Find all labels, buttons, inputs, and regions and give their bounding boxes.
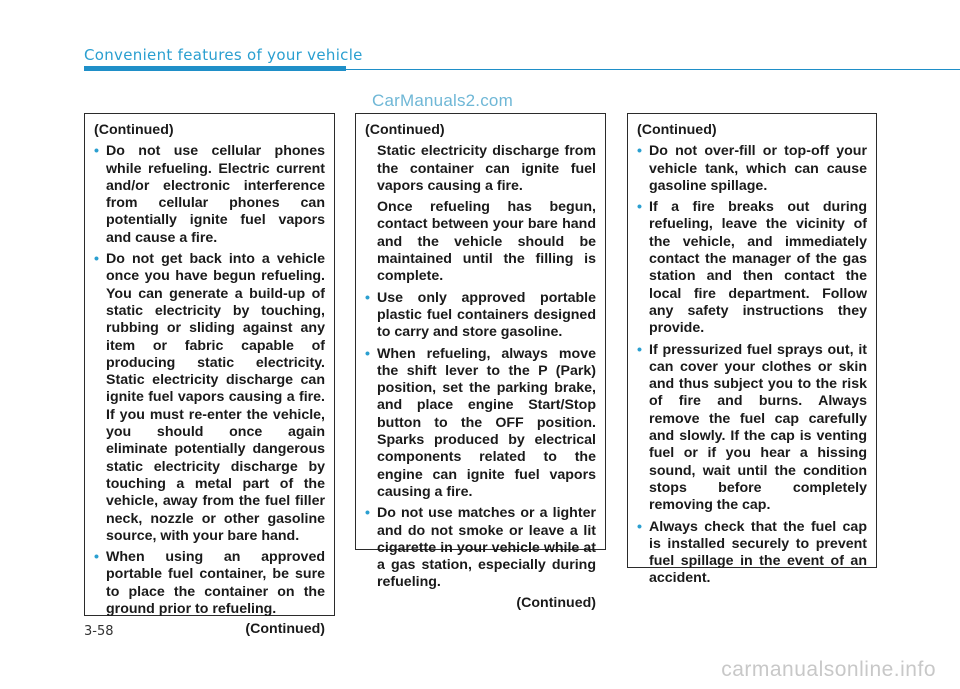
watermark-footer: carmanualsonline.info — [721, 658, 936, 681]
header-rule-thin — [346, 69, 960, 70]
bullet-item — [94, 549, 325, 618]
bullet-icon: • — [637, 199, 642, 216]
bullet-text: Use only approved portable plastic fuel containers designed to carry and store gasoline. — [377, 289, 596, 341]
bullet-icon: • — [94, 251, 99, 268]
bullet-icon: • — [637, 143, 642, 160]
bullet-icon: • — [365, 345, 370, 362]
bullet-icon: • — [94, 143, 99, 160]
header-rule-thick — [84, 66, 346, 71]
bullet-item — [365, 290, 596, 342]
bullet-item — [637, 143, 867, 195]
bullet-icon: • — [365, 505, 370, 522]
continued-label-top: (Continued) — [94, 122, 174, 138]
section-title: Convenient features of your vehicle — [84, 46, 363, 64]
bullet-icon: • — [637, 518, 642, 535]
continued-label-bottom: (Continued) — [245, 621, 325, 638]
continued-label-top: (Continued) — [637, 122, 717, 138]
continued-label-bottom: (Continued) — [516, 594, 596, 611]
bullet-item — [94, 251, 325, 545]
bullet-text: Do not over-fill or top-off your vehicle tank, which can cause gasoline spillage. — [649, 143, 867, 194]
bullet-item — [94, 143, 325, 247]
bullet-text: When using an approved portable fuel container, be sure to place the container on the ground prior to refueling. — [106, 549, 325, 618]
bullet-text: If pressurized fuel sprays out, it can cover your clothes or skin and thus subject you to the risk of fire and burns. Always remove the fuel cap carefully and slowly. If the cap is venting fuel or if you hear a hissing sound, wait until the condition stops before completely removing the cap. — [649, 341, 867, 514]
paragraph-text: Once refueling has begun, contact between your bare hand and the vehicle should be maintained until the filling is complete. — [377, 199, 596, 285]
bullet-icon: • — [94, 549, 99, 566]
warning-box-2 — [355, 113, 606, 611]
continued-label-top: (Continued) — [365, 122, 445, 138]
bullet-item — [637, 342, 867, 515]
bullet-icon: • — [637, 341, 642, 358]
warning-box-3 — [627, 113, 877, 587]
bullet-item — [365, 505, 596, 591]
bullet-item — [637, 199, 867, 337]
page-number: 3-58 — [84, 624, 114, 639]
bullet-text: Do not use matches or a lighter and do not smoke or leave a lit cigarette in your vehicle while at a gas station, especially during refueling. — [377, 505, 596, 591]
bullet-item — [637, 519, 867, 588]
bullet-item — [365, 346, 596, 502]
bullet-text: Do not get back into a vehicle once you have begun refueling. You can generate a build-up of static electricity by touching, rubbing or sliding against any item or fabric capable of producing static electricity. Static electricity discharge can ignite fuel vapors causing a fire. If you must re-enter the vehicle, you should once again eliminate potentially dangerous static electricity discharge by touching a metal part of the vehicle, away from the fuel filler neck, nozzle or other gasoline source, with your bare hand. — [106, 251, 325, 544]
bullet-text: Always check that the fuel cap is installed securely to prevent fuel spillage in the event of an accident. — [649, 518, 867, 587]
paragraph-text: Static electricity discharge from the container can ignite fuel vapors causing a fire. — [377, 143, 596, 194]
bullet-text: If a fire breaks out during refueling, leave the vicinity of the vehicle, and immediately contact the manager of the gas station and then contact the local fire department. Follow any safety instructions they provide. — [649, 199, 867, 337]
watermark-top: CarManuals2.com — [372, 91, 513, 110]
bullet-icon: • — [365, 289, 370, 306]
bullet-text: When refueling, always move the shift lever to the P (Park) position, set the parking brake, and place engine Start/Stop button to the OFF position. Sparks produced by electrical components related to the engine can ignite fuel vapors causing a fire. — [377, 345, 596, 500]
bullet-text: Do not use cellular phones while refueling. Electric current and/or electronic interference from cellular phones can potentially ignite fuel vapors and cause a fire. — [106, 143, 325, 246]
